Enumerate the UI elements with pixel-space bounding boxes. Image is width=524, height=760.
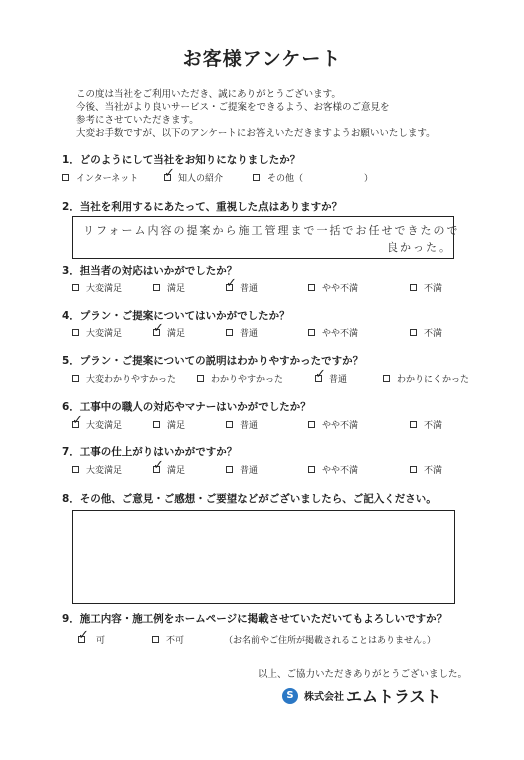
q5-option-clear[interactable]: わかりやすかった — [197, 372, 283, 385]
checkbox[interactable] — [62, 174, 69, 181]
question-2: 2．当社を利用するにあたって、重視した点はありますか？ — [62, 201, 343, 213]
q6-option-somewhat-dissatisfied[interactable]: やや不満 — [308, 418, 358, 431]
q5-option-unclear[interactable]: わかりにくかった — [383, 372, 469, 385]
q4-option-dissatisfied[interactable]: 不満 — [410, 326, 442, 339]
checkbox[interactable] — [253, 174, 260, 181]
q7-option-satisfied[interactable]: ✓ 満足 — [153, 463, 185, 476]
q7-option-normal[interactable]: 普通 — [226, 463, 258, 476]
question-3: 3．担当者の対応はいかがでしたか？ — [62, 265, 238, 277]
q9-option-no[interactable]: 不可 — [152, 633, 184, 646]
question-1: 1．どのようにして当社をお知りになりましたか？ — [62, 154, 301, 166]
checkbox[interactable] — [226, 421, 233, 428]
checkbox[interactable] — [383, 375, 390, 382]
checkbox-checked[interactable] — [72, 421, 79, 428]
q3-option-dissatisfied[interactable]: 不満 — [410, 281, 442, 294]
intro-line: 大変お手数ですが、以下のアンケートにお答えいただきますようお願いいたします。 — [76, 128, 436, 139]
company-logo — [282, 684, 442, 707]
q1-option-other[interactable]: その他（ — [253, 171, 303, 184]
q7-option-somewhat-dissatisfied[interactable]: やや不満 — [308, 463, 358, 476]
checkbox[interactable] — [153, 284, 160, 291]
checkbox-checked[interactable] — [226, 284, 233, 291]
checkbox[interactable] — [72, 466, 79, 473]
checkbox-checked[interactable] — [153, 466, 160, 473]
intro-line: この度は当社をご利用いただき、誠にありがとうございます。 — [76, 89, 341, 100]
checkbox-checked[interactable] — [164, 174, 171, 181]
checkbox[interactable] — [410, 421, 417, 428]
q2-answer-box[interactable] — [72, 216, 460, 259]
q5-option-normal[interactable]: ✓ 普通 — [315, 372, 347, 385]
q6-option-dissatisfied[interactable]: 不満 — [410, 418, 442, 431]
question-4: 4．プラン・ご提案についてはいかがでしたか？ — [62, 310, 290, 322]
q1-option-internet[interactable]: インターネット — [62, 171, 138, 184]
q1-other-close: ） — [364, 174, 374, 184]
checkbox[interactable] — [197, 375, 204, 382]
q8-answer-box[interactable] — [72, 510, 455, 604]
q6-option-normal[interactable]: 普通 — [226, 418, 258, 431]
checkbox[interactable] — [72, 284, 79, 291]
intro-line: 参考にさせていただきます。 — [76, 115, 199, 126]
q3-option-very-satisfied[interactable]: 大変満足 — [72, 281, 122, 294]
intro-text — [76, 88, 436, 140]
checkbox[interactable] — [308, 329, 315, 336]
checkbox[interactable] — [410, 284, 417, 291]
checkbox[interactable] — [410, 466, 417, 473]
page-title: お客様アンケート — [182, 48, 342, 70]
checkbox[interactable] — [308, 284, 315, 291]
checkbox[interactable] — [152, 636, 159, 643]
checkbox[interactable] — [72, 375, 79, 382]
q4-option-very-satisfied[interactable]: 大変満足 — [72, 326, 122, 339]
q3-option-normal[interactable]: ✓ 普通 — [226, 281, 258, 294]
question-7: 7．工事の仕上がりはいかがですか？ — [62, 446, 238, 458]
q1-option-referral[interactable]: ✓ 知人の紹介 — [164, 171, 223, 184]
question-6: 6．工事中の職人の対応やマナーはいかがでしたか？ — [62, 401, 311, 413]
checkbox[interactable] — [308, 466, 315, 473]
checkbox-checked[interactable] — [78, 636, 85, 643]
company-name: エムトラスト — [346, 687, 442, 706]
q5-option-very-clear[interactable]: 大変わかりやすかった — [72, 372, 176, 385]
q6-option-satisfied[interactable]: 満足 — [153, 418, 185, 431]
intro-line: 今後、当社がより良いサービス・ご提案をできるよう、お客様のご意見を — [76, 102, 390, 113]
checkbox-checked[interactable] — [315, 375, 322, 382]
question-8: 8．その他、ご意見・ご感想・ご要望などがございましたら、ご記入ください。 — [62, 493, 437, 505]
company-prefix: 株式会社 — [304, 692, 344, 703]
q2-answer-line2: 良かった。 — [387, 241, 452, 254]
q9-note: （お名前やご住所が掲載されることはありません。） — [224, 636, 437, 646]
checkbox[interactable] — [410, 329, 417, 336]
q2-answer-line1: リフォーム内容の提案から施工管理まで一括でお任せできたので — [83, 224, 460, 237]
q7-option-very-satisfied[interactable]: 大変満足 — [72, 463, 122, 476]
q3-option-satisfied[interactable]: 満足 — [153, 281, 185, 294]
checkbox[interactable] — [72, 329, 79, 336]
checkbox[interactable] — [153, 421, 160, 428]
question-9: 9．施工内容・施工例をホームページに掲載させていただいてもよろしいですか？ — [62, 613, 448, 625]
q6-option-very-satisfied[interactable]: ✓ 大変満足 — [72, 418, 122, 431]
checkbox[interactable] — [308, 421, 315, 428]
q4-option-normal[interactable]: 普通 — [226, 326, 258, 339]
q9-option-yes[interactable]: ✓ 可 — [78, 633, 105, 646]
checkbox-checked[interactable] — [153, 329, 160, 336]
checkbox[interactable] — [226, 329, 233, 336]
q4-option-somewhat-dissatisfied[interactable]: やや不満 — [308, 326, 358, 339]
q7-option-dissatisfied[interactable]: 不満 — [410, 463, 442, 476]
company-logo-icon: S — [282, 688, 298, 704]
closing-text: 以上、ご協力いただきありがとうございました。 — [258, 669, 468, 680]
q3-option-somewhat-dissatisfied[interactable]: やや不満 — [308, 281, 358, 294]
checkbox[interactable] — [226, 466, 233, 473]
question-5: 5．プラン・ご提案についての説明はわかりやすかったですか？ — [62, 355, 364, 367]
q4-option-satisfied[interactable]: ✓ 満足 — [153, 326, 185, 339]
